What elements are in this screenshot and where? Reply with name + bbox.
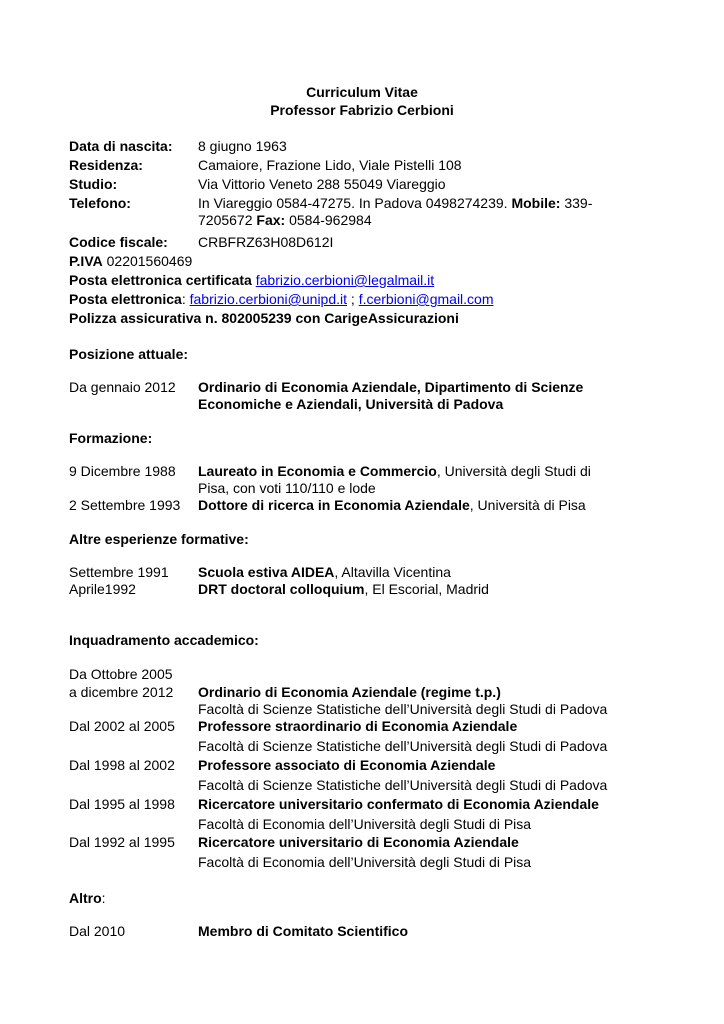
other-item [69,923,629,940]
document-title: Curriculum Vitae [306,84,418,100]
academic-item [69,834,629,870]
mobile-value: 339-7205672 [198,195,593,228]
academic-item [69,684,629,720]
academic-faculty: Facoltà di Scienze Statistiche dell’Università degli Studi di Padova [198,701,608,717]
training-detail: , Altavilla Vicentina [334,564,451,580]
education-title: Laureato in Economia e Commercio [198,463,437,479]
academic-faculty: Facoltà di Economia dell’Università degli Studi di Pisa [198,854,532,870]
current-position-heading: Posizione attuale: [69,346,189,362]
birth-label: Data di nascita: [69,138,173,154]
residence-label: Residenza: [69,157,143,173]
academic-date: Dal 2002 al 2005 [69,718,175,734]
pec-email-link[interactable]: fabrizio.cerbioni@legalmail.it [255,272,435,288]
taxcode-value: CRBFRZ63H08D612I [198,234,334,250]
current-position-date: Da gennaio 2012 [69,379,176,395]
academic-title: Professore straordinario di Economia Aziendale [198,718,518,734]
academic-title: Ricercatore universitario di Economia Aziendale [198,834,519,850]
fax-value: 0584-962984 [289,212,372,228]
academic-date: Dal 1998 al 2002 [69,757,175,773]
phone-value [198,195,618,229]
training-text [198,564,628,581]
mobile-label: Mobile: [511,195,561,211]
phone-label: Telefono: [69,195,131,211]
email-label: Posta elettronica [69,291,182,307]
training-heading: Altre esperienze formative: [69,531,249,547]
education-text [198,463,618,497]
vat-label: P.IVA [69,253,103,269]
education-item [69,463,629,499]
birth-value: 8 giugno 1963 [198,138,287,154]
phone-numbers: In Viareggio 0584-47275. In Padova 0498274239. [198,195,508,211]
document-subtitle: Professor Fabrizio Cerbioni [270,102,454,118]
birth-row [69,138,629,155]
education-detail: , Università degli Studi di Pisa, con voti 110/110 e lode [198,463,591,496]
academic-date: Dal 1995 al 1998 [69,796,175,812]
insurance-line: Polizza assicurativa n. 802005239 con CarigeAssicurazioni [69,310,459,326]
education-item [69,497,629,514]
education-date: 9 Dicembre 1988 [69,463,176,479]
academic-title: Ordinario di Economia Aziendale (regime t.p.) [198,684,501,700]
academic-heading: Inquadramento accademico: [69,632,259,648]
academic-date: a dicembre 2012 [69,684,174,700]
current-position-text: Ordinario di Economia Aziendale, Dipartimento di Scienze Economiche e Aziendali, Università di Padova [198,379,584,412]
other-date: Dal 2010 [69,923,126,939]
education-text [198,497,628,514]
academic-item [69,757,629,793]
taxcode-row [69,234,629,251]
email-row [69,291,494,308]
training-item [69,564,629,581]
training-title: Scuola estiva AIDEA [198,564,335,580]
pec-label: Posta elettronica certificata [69,272,252,288]
fax-label: Fax: [256,212,286,228]
office-label: Studio: [69,176,118,192]
other-title: Membro di Comitato Scientifico [198,923,409,939]
academic-item [69,796,629,832]
email-gmail-link[interactable]: f.cerbioni@gmail.com [358,291,494,307]
academic-faculty: Facoltà di Scienze Statistiche dell’Università degli Studi di Padova [198,738,608,754]
email-unipd-link[interactable]: fabrizio.cerbioni@unipd.it [189,291,348,307]
education-title: Dottore di ricerca in Economia Aziendale [198,497,470,513]
email-separator: ; [350,291,355,307]
other-heading: Altro [69,890,102,906]
training-date: Aprile1992 [69,581,136,597]
other-colon: : [101,890,106,906]
academic-title: Professore associato di Economia Aziendale [198,757,496,773]
training-item [69,581,629,598]
education-detail: , Università di Pisa [469,497,586,513]
education-date: 2 Settembre 1993 [69,497,181,513]
office-row [69,176,629,193]
academic-faculty: Facoltà di Scienze Statistiche dell’Università degli Studi di Padova [198,777,608,793]
academic-faculty: Facoltà di Economia dell’Università degli Studi di Pisa [198,816,532,832]
pec-row [69,272,434,289]
vat-row [69,253,192,270]
academic-date: Dal 1992 al 1995 [69,834,175,850]
office-value: Via Vittorio Veneto 288 55049 Viareggio [198,176,446,192]
training-date: Settembre 1991 [69,564,169,580]
current-position-row [69,379,629,415]
academic-item [69,718,629,754]
vat-value: 02201560469 [106,253,193,269]
academic-title: Ricercatore universitario confermato di Economia Aziendale [198,796,599,812]
training-title: DRT doctoral colloquium [198,581,365,597]
training-detail: , El Escorial, Madrid [364,581,489,597]
training-text [198,581,628,598]
other-heading-row [69,890,106,907]
residence-value: Camaiore, Frazione Lido, Viale Pistelli 108 [198,157,462,173]
academic-date-line: Da Ottobre 2005 [69,666,173,682]
education-heading: Formazione: [69,430,153,446]
email-colon: : [181,291,186,307]
residence-row [69,157,629,174]
phone-row [69,195,629,231]
taxcode-label: Codice fiscale: [69,234,168,250]
